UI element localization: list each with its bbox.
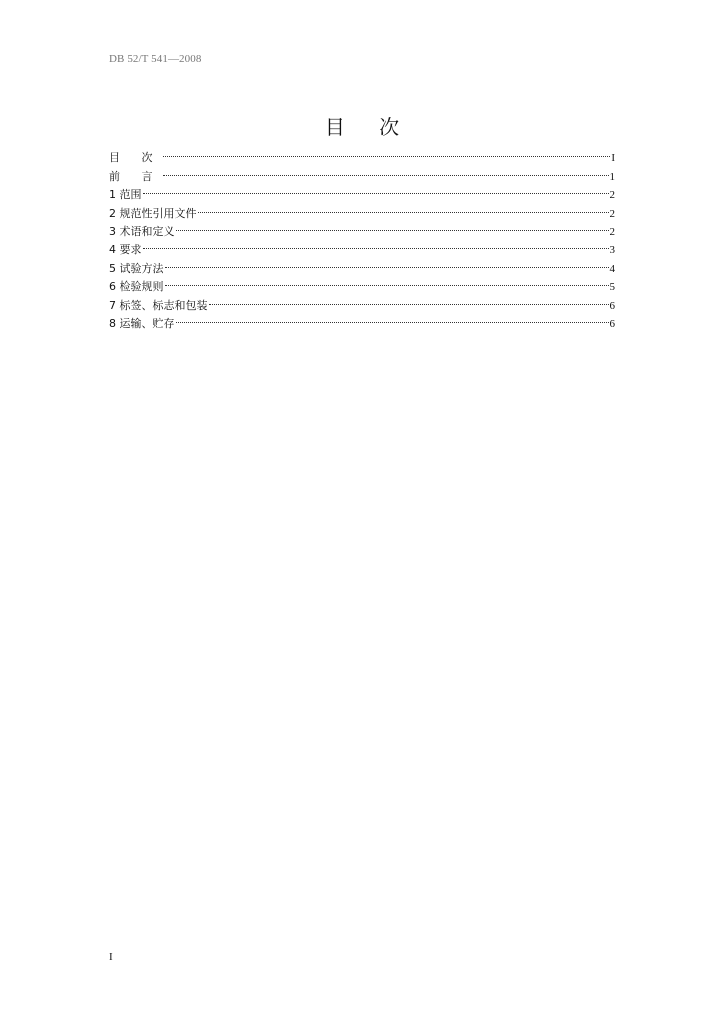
toc-entry-page: 6 xyxy=(609,317,615,330)
page-number: I xyxy=(109,951,113,963)
toc-entry-page: 2 xyxy=(609,207,615,220)
toc-entry[interactable] xyxy=(109,290,615,312)
toc-entry-label: 8 运输、贮存 xyxy=(109,316,175,330)
toc-entry[interactable] xyxy=(109,198,615,220)
toc-entry-page: 2 xyxy=(609,225,615,238)
toc-leader-dots xyxy=(163,143,611,161)
toc-entry-label: 2 规范性引用文件 xyxy=(109,206,197,220)
toc-entry-label: 4 要求 xyxy=(109,243,142,257)
toc-entry-page: 5 xyxy=(609,281,615,294)
toc-entry-page: 3 xyxy=(609,244,615,257)
toc-entry-label: 前 言 xyxy=(109,169,162,183)
toc-entry-page: 1 xyxy=(609,170,615,183)
toc-entry-page: 4 xyxy=(609,262,615,275)
toc-entry[interactable] xyxy=(109,143,615,165)
toc-leader-dots xyxy=(198,198,609,216)
toc-entry-page: 6 xyxy=(609,299,615,312)
toc-entry[interactable] xyxy=(109,217,615,238)
toc-entry[interactable] xyxy=(109,309,615,330)
toc-leader-dots xyxy=(163,161,609,179)
toc-entry-page: I xyxy=(611,152,615,165)
toc-entry-page: 2 xyxy=(609,189,615,202)
toc-leader-dots xyxy=(165,253,609,271)
toc-leader-dots xyxy=(143,235,609,253)
toc-leader-dots xyxy=(176,217,609,235)
toc-leader-dots xyxy=(176,309,609,327)
toc-entry[interactable] xyxy=(109,253,615,275)
toc-entry-label: 5 试验方法 xyxy=(109,261,164,275)
page-title: 目 次 xyxy=(324,115,414,139)
toc-entry-label: 6 检验规则 xyxy=(109,280,164,294)
toc-entry[interactable] xyxy=(109,272,615,294)
toc-entry[interactable] xyxy=(109,161,615,183)
toc-leader-dots xyxy=(143,180,609,198)
standard-code: DB 52/T 541—2008 xyxy=(109,53,202,65)
toc-entry-label: 目 次 xyxy=(109,151,162,165)
toc-entry[interactable] xyxy=(109,180,615,202)
toc-entry-label: 1 范围 xyxy=(109,188,142,202)
table-of-contents xyxy=(109,143,615,330)
toc-leader-dots xyxy=(209,290,609,308)
toc-entry-label: 3 术语和定义 xyxy=(109,224,175,238)
toc-entry-label: 7 标签、标志和包装 xyxy=(109,298,208,312)
toc-leader-dots xyxy=(165,272,609,290)
toc-entry[interactable] xyxy=(109,235,615,257)
